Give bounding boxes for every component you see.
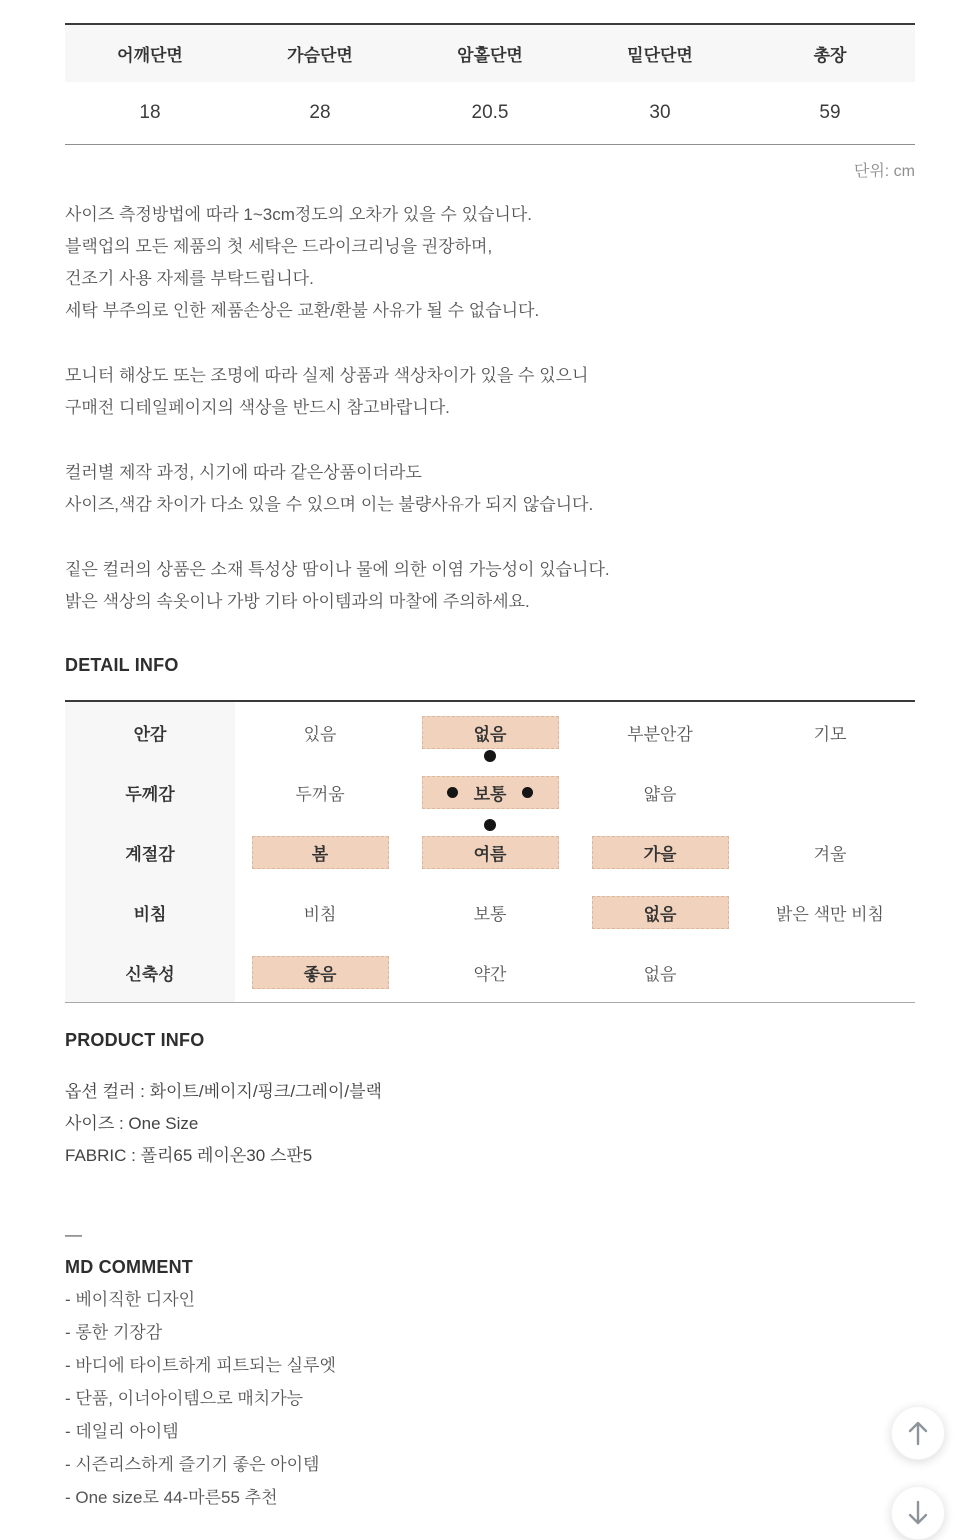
detail-option-label: 봄	[311, 844, 329, 864]
detail-option-cell	[235, 762, 405, 822]
detail-info-table	[65, 700, 915, 1003]
md-comment-item: - 롱한 기장감	[65, 1323, 163, 1342]
md-comment-item: - 바디에 타이트하게 피트되는 실루엣	[65, 1356, 336, 1375]
detail-option-cell	[745, 882, 915, 942]
detail-option-label: 얇음	[643, 784, 677, 804]
detail-option-label: 없음	[643, 964, 677, 984]
notice-line: 구매전 디테일페이지의 색상을 반드시 참고바랍니다.	[65, 398, 450, 417]
notice-paragraph	[65, 457, 915, 521]
detail-option-cell	[405, 702, 575, 762]
size-value: 20.5	[471, 102, 509, 123]
detail-option-cell	[575, 702, 745, 762]
detail-option-cell	[745, 822, 915, 882]
detail-option-label: 겨울	[813, 844, 847, 864]
notice-paragraph	[65, 554, 915, 618]
detail-row-label: 계절감	[65, 822, 235, 882]
detail-option-cell	[235, 942, 405, 1002]
md-comment-item: - 시즌리스하게 즐기기 좋은 아이템	[65, 1455, 320, 1474]
md-comment-dash: —	[65, 1225, 82, 1244]
md-comment-item: - 베이직한 디자인	[65, 1290, 196, 1309]
detail-row	[65, 762, 915, 822]
arrow-down-icon	[906, 1499, 930, 1527]
detail-option-cell	[575, 942, 745, 1002]
md-comment-title: MD COMMENT	[65, 1257, 193, 1277]
notice-line: 컬러별 제작 과정, 시기에 따라 같은상품이더라도	[65, 463, 422, 482]
notice-line: 세탁 부주의로 인한 제품손상은 교환/환불 사유가 될 수 없습니다.	[65, 301, 540, 320]
detail-option-cell	[235, 822, 405, 882]
md-comment-items	[65, 1283, 915, 1514]
size-value: 18	[139, 102, 161, 123]
detail-option-label: 가을	[643, 844, 677, 864]
detail-option-cell	[745, 942, 915, 1002]
size-table-header-row	[65, 25, 915, 82]
notice-line: 밝은 색상의 속옷이나 가방 기타 아이템과의 마찰에 주의하세요.	[65, 592, 530, 611]
detail-option-cell	[575, 762, 745, 822]
size-value: 59	[819, 102, 841, 123]
md-comment-item: - 데일리 아이템	[65, 1422, 179, 1441]
product-info-lines	[65, 1076, 915, 1172]
notice-line: 사이즈,색감 차이가 다소 있을 수 있으며 이는 불량사유가 되지 않습니다.	[65, 495, 594, 514]
size-column-header: 어깨단면	[117, 46, 183, 65]
detail-option-label: 없음	[643, 904, 677, 924]
detail-row	[65, 942, 915, 1002]
detail-option-label: 보통	[473, 904, 507, 924]
detail-option-label: 없음	[473, 724, 507, 744]
selection-dot-icon	[522, 787, 533, 798]
detail-info-title: DETAIL INFO	[65, 655, 179, 675]
detail-option-label: 좋음	[303, 964, 337, 984]
product-detail-content	[65, 23, 915, 1514]
detail-option-selected	[252, 836, 389, 869]
detail-row-label: 안감	[65, 702, 235, 762]
notice-paragraphs	[65, 199, 915, 618]
detail-option-cell	[405, 942, 575, 1002]
size-column-header: 가슴단면	[287, 46, 353, 65]
detail-row-label: 두께감	[65, 762, 235, 822]
notice-line: 건조기 사용 자제를 부탁드립니다.	[65, 269, 314, 288]
detail-option-cell	[235, 882, 405, 942]
detail-option-label: 있음	[303, 724, 337, 744]
notice-line: 사이즈 측정방법에 따라 1~3cm정도의 오차가 있을 수 있습니다.	[65, 205, 532, 224]
md-comment-item: - One size로 44-마른55 추천	[65, 1488, 278, 1507]
notice-paragraph	[65, 360, 915, 424]
detail-option-selected	[422, 836, 559, 869]
detail-option-label: 부분안감	[627, 724, 693, 744]
detail-option-selected	[592, 896, 729, 929]
detail-option-cell	[405, 762, 575, 822]
detail-option-selected	[252, 956, 389, 989]
detail-option-selected	[422, 776, 559, 809]
detail-option-selected	[422, 716, 559, 749]
detail-row	[65, 822, 915, 882]
detail-option-cell	[405, 882, 575, 942]
detail-option-label: 약간	[473, 964, 507, 984]
detail-row-label: 신축성	[65, 942, 235, 1002]
detail-option-cell	[235, 702, 405, 762]
selection-connector-dot-icon	[484, 819, 496, 831]
selection-dot-icon	[447, 787, 458, 798]
detail-option-cell	[575, 882, 745, 942]
product-info-line: 사이즈 : One Size	[65, 1114, 199, 1133]
detail-option-cell	[745, 762, 915, 822]
detail-option-cell	[575, 822, 745, 882]
detail-row	[65, 882, 915, 942]
product-info-title: PRODUCT INFO	[65, 1030, 205, 1050]
notice-paragraph	[65, 199, 915, 327]
notice-line: 모니터 해상도 또는 조명에 따라 실제 상품과 색상차이가 있을 수 있으니	[65, 366, 589, 385]
arrow-up-icon	[906, 1419, 930, 1447]
detail-option-cell	[745, 702, 915, 762]
size-spec-table	[65, 23, 915, 145]
detail-option-label: 밝은 색만 비침	[776, 904, 884, 924]
notice-line: 블랙업의 모든 제품의 첫 세탁은 드라이크리닝을 권장하며,	[65, 237, 493, 256]
detail-option-label: 보통	[473, 784, 507, 804]
product-info-line: 옵션 컬러 : 화이트/베이지/핑크/그레이/블랙	[65, 1082, 382, 1101]
scroll-to-top-button[interactable]	[891, 1406, 945, 1460]
detail-option-cell	[405, 822, 575, 882]
scroll-to-bottom-button[interactable]	[891, 1486, 945, 1540]
detail-option-label: 두꺼움	[295, 784, 345, 804]
detail-row	[65, 702, 915, 762]
size-column-header: 밑단단면	[627, 46, 693, 65]
notice-line: 짙은 컬러의 상품은 소재 특성상 땀이나 물에 의한 이염 가능성이 있습니다.	[65, 560, 610, 579]
unit-label: 단위: cm	[853, 163, 915, 180]
detail-option-selected	[592, 836, 729, 869]
detail-option-label: 기모	[813, 724, 847, 744]
product-info-line: FABRIC : 폴리65 레이온30 스판5	[65, 1146, 313, 1165]
detail-option-label: 여름	[473, 844, 507, 864]
size-value: 30	[649, 102, 671, 123]
size-table-value-row	[65, 82, 915, 144]
detail-row-label: 비침	[65, 882, 235, 942]
selection-connector-dot-icon	[484, 750, 496, 762]
md-comment-item: - 단품, 이너아이템으로 매치가능	[65, 1389, 304, 1408]
size-value: 28	[309, 102, 331, 123]
detail-option-label: 비침	[303, 904, 337, 924]
size-column-header: 총장	[813, 46, 847, 65]
size-column-header: 암홀단면	[457, 46, 523, 65]
